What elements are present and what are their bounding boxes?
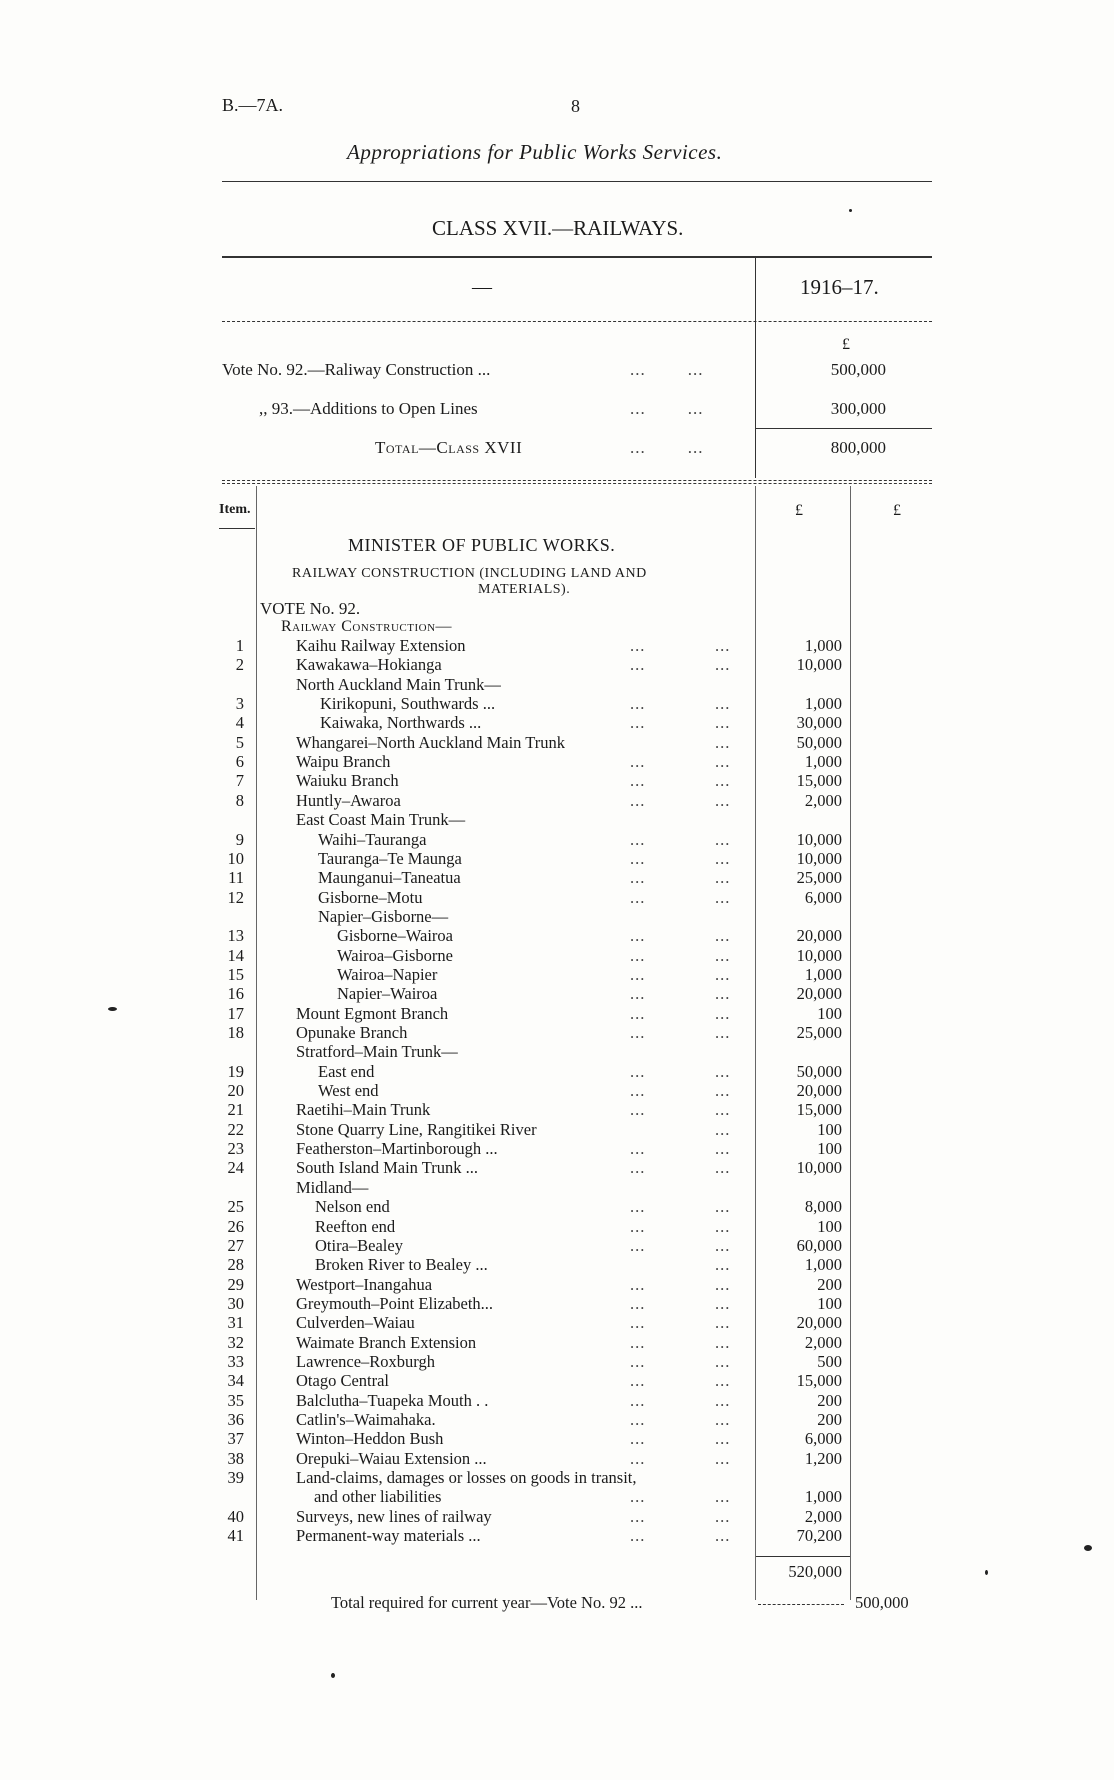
table-row — [0, 1487, 1114, 1506]
item-number: 37 — [227, 1429, 244, 1449]
leader-dots: ... — [630, 868, 646, 888]
table-row — [0, 1255, 1114, 1274]
item-description: Napier–Wairoa — [337, 984, 438, 1004]
item-amount: 30,000 — [796, 713, 842, 733]
leader-dots: ... — [715, 887, 731, 907]
item-number: 14 — [227, 945, 244, 965]
table-row — [0, 694, 1114, 713]
total-label: Total required for current year—Vote No. 92 ... — [331, 1593, 643, 1612]
item-description: Wairoa–Gisborne — [337, 945, 453, 965]
table-row — [0, 1429, 1114, 1448]
item-amount: 60,000 — [796, 1235, 842, 1255]
leader-dots: ... — [715, 964, 731, 984]
leader-dots: ... — [715, 1487, 731, 1507]
subtotal-amount: 520,000 — [788, 1562, 842, 1581]
item-amount: 100 — [817, 1003, 842, 1023]
item-description: Broken River to Bealey ... — [315, 1255, 488, 1275]
leader-dots: ... — [715, 945, 731, 965]
section-heading-line2: MATERIALS). — [478, 582, 571, 597]
item-number: 22 — [227, 1119, 244, 1139]
section-heading-line1: RAILWAY CONSTRUCTION (INCLUDING LAND AND — [292, 566, 647, 581]
item-number: 5 — [235, 732, 244, 752]
item-description: Mount Egmont Branch — [296, 1003, 449, 1023]
item-number: 32 — [227, 1332, 244, 1352]
item-amount: 1,000 — [804, 1487, 842, 1507]
summary-total-label: Total—Class XVII — [375, 438, 523, 457]
item-description: Nelson end — [315, 1197, 390, 1217]
leader-dots: ... — [630, 1448, 646, 1468]
item-amount: 1,000 — [804, 1255, 842, 1275]
item-description: West end — [318, 1081, 379, 1101]
item-description: Raetihi–Main Trunk — [296, 1100, 431, 1120]
leader-dots: ... — [715, 1158, 731, 1178]
item-description: Reefton end — [315, 1216, 396, 1236]
table-row — [0, 771, 1114, 790]
item-number: 15 — [227, 964, 244, 984]
table-row — [0, 1371, 1114, 1390]
leader-dots: ... — [630, 1216, 646, 1236]
leader-dots: ... — [715, 655, 731, 675]
table-row — [0, 1352, 1114, 1371]
item-description: Waihi–Tauranga — [318, 829, 427, 849]
summary-row-vote-92 — [222, 360, 490, 380]
item-number: 41 — [227, 1526, 244, 1546]
item-description: Kaihu Railway Extension — [296, 636, 466, 655]
table-row — [0, 907, 1114, 926]
item-description: Catlin's–Waimahaka. — [296, 1410, 436, 1429]
leader-dots: ... — [715, 829, 731, 849]
table-row — [0, 946, 1114, 965]
leader-dots: ... — [715, 1371, 731, 1391]
leader-dots: ... — [715, 1506, 731, 1526]
leader-dots: ... — [715, 771, 731, 791]
item-description: Opunake Branch — [296, 1023, 408, 1042]
item-amount: 1,000 — [804, 694, 842, 714]
item-number: 35 — [227, 1390, 244, 1410]
table-row — [0, 733, 1114, 752]
table-row — [0, 791, 1114, 810]
item-number: 29 — [227, 1274, 244, 1294]
table-row — [0, 868, 1114, 887]
vote-heading: VOTE No. 92. — [260, 599, 361, 618]
item-number: 6 — [235, 752, 244, 772]
leader-dots: ... ... — [630, 399, 704, 418]
scan-speck — [985, 1570, 988, 1575]
subhead: Railway Construction— — [281, 618, 453, 635]
item-amount: 8,000 — [804, 1197, 842, 1217]
leader-dots: ... — [715, 1313, 731, 1333]
item-amount: 1,000 — [804, 964, 842, 984]
item-number: 19 — [227, 1061, 244, 1081]
leader-dots: ... — [630, 694, 646, 714]
table-row — [0, 965, 1114, 984]
item-number: 26 — [227, 1216, 244, 1236]
table-row — [0, 1062, 1114, 1081]
table-row — [0, 1275, 1114, 1294]
table-row — [0, 888, 1114, 907]
item-description: Culverden–Waiau — [296, 1313, 415, 1333]
item-number: 39 — [227, 1468, 244, 1488]
item-number: 12 — [227, 887, 244, 907]
item-amount: 6,000 — [804, 1429, 842, 1449]
table-row — [0, 984, 1114, 1003]
table-row — [0, 675, 1114, 694]
leader-dots: ... — [630, 1410, 646, 1429]
item-description: Tauranga–Te Maunga — [318, 848, 462, 868]
item-description: Maunganui–Taneatua — [318, 868, 461, 888]
item-description: East Coast Main Trunk— — [296, 810, 466, 830]
item-amount: 15,000 — [796, 771, 842, 791]
item-description: Otira–Bealey — [315, 1235, 403, 1255]
page-number: 8 — [571, 96, 580, 116]
leader-dots: ... — [630, 1429, 646, 1449]
total-amount: 500,000 — [855, 1593, 909, 1612]
item-description: Waiuku Branch — [296, 771, 399, 791]
item-number: 23 — [227, 1139, 244, 1159]
table-row — [0, 926, 1114, 945]
item-number: 16 — [227, 984, 244, 1004]
item-amount: 25,000 — [796, 868, 842, 888]
table-row — [0, 1507, 1114, 1526]
item-amount: 200 — [817, 1390, 842, 1410]
leader-dots: ... — [715, 790, 731, 810]
item-amount: 1,000 — [804, 752, 842, 772]
scan-speck — [331, 1673, 335, 1678]
item-amount: 10,000 — [796, 829, 842, 849]
item-amount: 15,000 — [796, 1371, 842, 1391]
leader-dots: ... — [715, 868, 731, 888]
summary-dash-header: — — [472, 276, 492, 298]
leader-dots: ... ... — [630, 438, 704, 457]
item-description: Stratford–Main Trunk— — [296, 1042, 458, 1062]
leader-dots: ... — [630, 1081, 646, 1101]
item-number: 1 — [235, 636, 244, 655]
item-description: Waipu Branch — [296, 752, 391, 772]
leader-dots: ... — [715, 848, 731, 868]
leader-dots: ... — [715, 1448, 731, 1468]
leader-dots: ... ... — [630, 360, 704, 379]
table-row — [0, 752, 1114, 771]
item-amount: 15,000 — [796, 1100, 842, 1120]
item-description: South Island Main Trunk ... — [296, 1158, 478, 1178]
leader-dots: ... — [630, 1487, 646, 1507]
leader-dots: ... — [630, 848, 646, 868]
leader-dots: ... — [715, 1139, 731, 1159]
summary-amount: 500,000 — [830, 360, 886, 379]
item-description: Whangarei–North Auckland Main Trunk — [296, 732, 566, 752]
item-description: Winton–Heddon Bush — [296, 1429, 444, 1449]
leader-dots: ... — [630, 1293, 646, 1313]
leader-dots: ... — [630, 1003, 646, 1023]
item-description: Westport–Inangahua — [296, 1274, 433, 1294]
item-amount: 50,000 — [796, 1061, 842, 1081]
leader-dots: ... — [630, 771, 646, 791]
table-row — [0, 1023, 1114, 1042]
item-amount: 100 — [817, 1216, 842, 1236]
item-number: 21 — [227, 1100, 244, 1120]
item-description: East end — [318, 1061, 375, 1081]
leader-dots: ... — [630, 887, 646, 907]
item-description: Huntly–Awaroa — [296, 790, 401, 810]
leader-dots: ... — [715, 1197, 731, 1217]
item-description: Kawakawa–Hokianga — [296, 655, 442, 675]
minister-heading: MINISTER OF PUBLIC WORKS. — [348, 535, 616, 555]
table-row — [0, 1313, 1114, 1332]
leader-dots: ... — [630, 1371, 646, 1391]
item-number: 31 — [227, 1313, 244, 1333]
class-title: CLASS XVII.—RAILWAYS. — [432, 216, 684, 240]
item-description: Permanent-way materials ... — [296, 1526, 481, 1546]
item-number: 40 — [227, 1506, 244, 1526]
leader-dots: ... — [630, 945, 646, 965]
leader-dots: ... — [715, 1293, 731, 1313]
item-description: Lawrence–Roxburgh — [296, 1351, 435, 1371]
leader-dots: ... — [715, 1081, 731, 1101]
page-title: Appropriations for Public Works Services. — [347, 140, 723, 164]
table-row — [0, 1468, 1114, 1487]
summary-currency: £ — [842, 336, 850, 353]
table-row — [0, 810, 1114, 829]
table-row — [0, 830, 1114, 849]
item-number: 18 — [227, 1023, 244, 1042]
item-description: Napier–Gisborne— — [318, 906, 449, 926]
item-description: and other liabilities — [314, 1487, 442, 1507]
item-description: Stone Quarry Line, Rangitikei River — [296, 1119, 537, 1139]
table-row — [0, 1526, 1114, 1545]
leader-dots: ... — [630, 1506, 646, 1526]
leader-dots: ... — [630, 964, 646, 984]
leader-dots: ... — [630, 1023, 646, 1042]
leader-dots: ... — [715, 1255, 731, 1275]
leader-dots: ... — [715, 926, 731, 946]
table-row — [0, 1410, 1114, 1429]
leader-dots: ... — [630, 1061, 646, 1081]
item-description: Gisborne–Wairoa — [337, 926, 453, 946]
item-number: 38 — [227, 1448, 244, 1468]
item-amount: 2,000 — [804, 790, 842, 810]
summary-row-vote-93 — [259, 399, 478, 419]
item-amount: 6,000 — [804, 887, 842, 907]
item-number: 10 — [227, 848, 244, 868]
item-number: 33 — [227, 1351, 244, 1371]
table-row — [0, 713, 1114, 732]
scan-speck — [108, 1007, 117, 1011]
item-description: Balclutha–Tuapeka Mouth . . — [296, 1390, 489, 1410]
item-amount: 10,000 — [796, 848, 842, 868]
item-amount: 200 — [817, 1274, 842, 1294]
leader-dots: ... — [630, 1526, 646, 1546]
item-description: Land-claims, damages or losses on goods in transit, — [296, 1468, 637, 1488]
item-amount: 1,000 — [804, 636, 842, 655]
summary-row-label: ,, 93.—Additions to Open Lines — [259, 399, 478, 418]
item-amount: 100 — [817, 1139, 842, 1159]
item-description: Featherston–Martinborough ... — [296, 1139, 498, 1159]
leader-dots: ... — [630, 1351, 646, 1371]
item-number: 17 — [227, 1003, 244, 1023]
table-row — [0, 1449, 1114, 1468]
item-amount: 10,000 — [796, 945, 842, 965]
table-row — [0, 1042, 1114, 1061]
leader-dots: ... — [715, 1332, 731, 1352]
table-row — [0, 1158, 1114, 1177]
leader-dots: ... — [630, 1158, 646, 1178]
item-description: Kaiwaka, Northwards ... — [320, 713, 482, 733]
item-number: 24 — [227, 1158, 244, 1178]
item-amount: 200 — [817, 1410, 842, 1429]
table-row — [0, 1081, 1114, 1100]
leader-dots: ... — [630, 1139, 646, 1159]
table-row — [0, 1333, 1114, 1352]
item-amount: 20,000 — [796, 1081, 842, 1101]
scan-speck — [1084, 1545, 1092, 1551]
item-number: 3 — [235, 694, 244, 714]
item-amount: 100 — [817, 1293, 842, 1313]
leader-dots: ... — [630, 636, 646, 655]
leader-dots: ... — [715, 1429, 731, 1449]
item-description: North Auckland Main Trunk— — [296, 674, 501, 694]
leader-dots: ... — [630, 829, 646, 849]
summary-row-label: Vote No. 92.—Raliway Construction ... — [222, 360, 491, 379]
summary-year-header: 1916–17. — [800, 275, 879, 299]
table-row — [0, 1391, 1114, 1410]
item-amount: 500 — [817, 1351, 842, 1371]
item-number: 28 — [227, 1255, 244, 1275]
table-row — [0, 1178, 1114, 1197]
item-description: Wairoa–Napier — [337, 964, 438, 984]
item-amount: 70,200 — [796, 1526, 842, 1546]
leader-dots: ... — [715, 1119, 731, 1139]
amount-currency-1: £ — [795, 502, 803, 519]
item-description: Orepuki–Waiau Extension ... — [296, 1448, 487, 1468]
leader-dots: ... — [715, 1526, 731, 1546]
leader-dots: ... — [715, 1100, 731, 1120]
table-row — [0, 1100, 1114, 1119]
item-description: Greymouth–Point Elizabeth... — [296, 1293, 494, 1313]
item-number: 36 — [227, 1410, 244, 1429]
item-amount: 100 — [817, 1119, 842, 1139]
leader-dots: ... — [715, 984, 731, 1004]
table-row — [0, 1004, 1114, 1023]
summary-total-amount: 800,000 — [830, 438, 886, 457]
leader-dots: ... — [715, 1216, 731, 1236]
item-description: Surveys, new lines of railway — [296, 1506, 492, 1526]
table-row — [0, 636, 1114, 655]
item-description: Waimate Branch Extension — [296, 1332, 477, 1352]
leader-dots: ... — [630, 1197, 646, 1217]
item-number: 9 — [235, 829, 244, 849]
leader-dots: ... — [715, 1061, 731, 1081]
item-amount: 50,000 — [796, 732, 842, 752]
table-row — [0, 1294, 1114, 1313]
document-reference: B.—7A. — [222, 95, 284, 115]
item-number: 13 — [227, 926, 244, 946]
item-number: 11 — [228, 868, 244, 888]
leader-dots: ... — [630, 790, 646, 810]
item-amount: 20,000 — [796, 926, 842, 946]
table-row — [0, 655, 1114, 674]
summary-amount: 300,000 — [830, 399, 886, 418]
table-row — [0, 1236, 1114, 1255]
item-number: 8 — [235, 790, 244, 810]
item-description: Kirikopuni, Southwards ... — [320, 694, 496, 714]
leader-dots: ... — [715, 713, 731, 733]
leader-dots: ... — [630, 713, 646, 733]
leader-dots: ... — [630, 1235, 646, 1255]
item-description: Gisborne–Motu — [318, 887, 423, 907]
item-number: 27 — [227, 1235, 244, 1255]
leader-dots: ... — [715, 1390, 731, 1410]
table-row — [0, 1139, 1114, 1158]
item-number: 20 — [227, 1081, 244, 1101]
item-number: 2 — [235, 655, 244, 675]
leader-dots: ... — [715, 1410, 731, 1429]
leader-dots: ... — [715, 752, 731, 772]
item-amount: 1,200 — [804, 1448, 842, 1468]
leader-dots: ... — [630, 1100, 646, 1120]
item-description: Otago Central — [296, 1371, 390, 1391]
item-amount: 10,000 — [796, 1158, 842, 1178]
table-row — [0, 1120, 1114, 1139]
leader-dots: ... — [630, 984, 646, 1004]
item-amount: 2,000 — [804, 1506, 842, 1526]
scan-speck — [849, 209, 852, 212]
item-amount: 20,000 — [796, 1313, 842, 1333]
leader-dots: ... — [715, 732, 731, 752]
leader-dots: ... — [715, 1274, 731, 1294]
item-amount: 2,000 — [804, 1332, 842, 1352]
leader-dots: ... — [630, 926, 646, 946]
amount-currency-2: £ — [893, 502, 901, 519]
leader-dots: ... — [630, 1274, 646, 1294]
leader-dots: ... — [715, 1023, 731, 1042]
title-rule — [222, 181, 932, 182]
item-number: 30 — [227, 1293, 244, 1313]
leader-dots: ... — [630, 1332, 646, 1352]
table-row — [0, 1197, 1114, 1216]
leader-dots: ... — [630, 1390, 646, 1410]
item-column-header: Item. — [219, 502, 251, 517]
item-amount: 20,000 — [796, 984, 842, 1004]
leader-dots: ... — [630, 655, 646, 675]
leader-dots: ... — [715, 1235, 731, 1255]
leader-dots: ... — [715, 636, 731, 655]
item-number: 25 — [227, 1197, 244, 1217]
leader-dots: ... — [630, 752, 646, 772]
item-number: 4 — [235, 713, 244, 733]
leader-dots: ... — [715, 1003, 731, 1023]
table-row — [0, 1217, 1114, 1236]
item-number: 7 — [235, 771, 244, 791]
leader-dots: ... — [630, 1313, 646, 1333]
leader-dots: ... — [715, 694, 731, 714]
item-amount: 25,000 — [796, 1023, 842, 1042]
item-number: 34 — [227, 1371, 244, 1391]
leader-dots: ... — [715, 1351, 731, 1371]
item-amount: 10,000 — [796, 655, 842, 675]
table-row — [0, 849, 1114, 868]
item-description: Midland— — [296, 1177, 369, 1197]
